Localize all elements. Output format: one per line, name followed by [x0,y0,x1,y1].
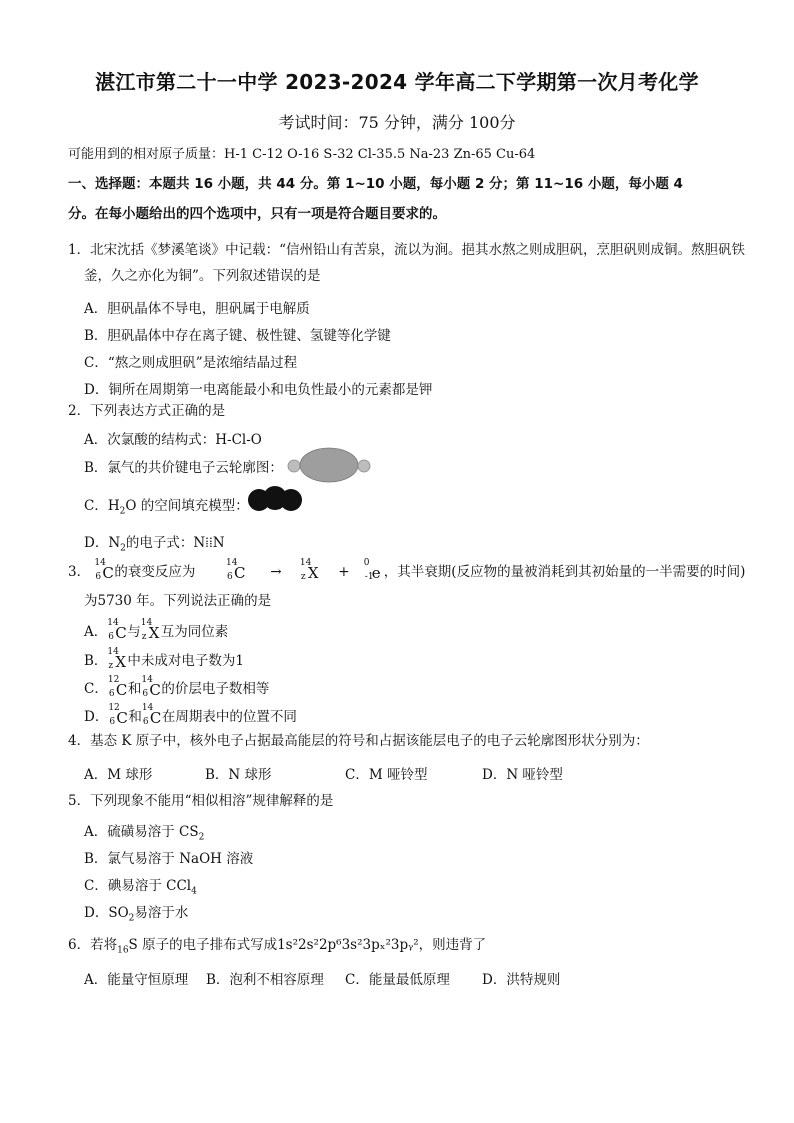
q3-stem-line2: 为5730 年。下列说法正确的是 [84,593,272,609]
q3-c-mid: 和 [127,681,142,697]
q3-c-label: C． [84,681,108,697]
x-nuclide-product [299,557,320,582]
q3-c-c12-z: 6 [108,688,115,699]
q3-d-c14-mass: 14 [141,702,154,713]
atomic-masses: 可能用到的相对原子质量：H-1 C-12 O-16 S-32 Cl-35.5 Na-23 Zn-65 Cu-64 [68,147,536,162]
q5-d-text-pre: D．SO [84,905,129,921]
q3-d-c12-symbol: C [116,708,128,727]
q5-a-subscript: 2 [198,832,205,843]
q3-a-post: 互为同位素 [160,624,229,640]
beta-mass: 0 [363,557,370,568]
q3-b-x14-z: z [108,660,114,671]
beta-symbol: e [371,563,381,582]
q3-option-a[interactable] [84,617,229,642]
q3-b-x14-symbol: X [115,652,127,671]
q2-stem: 2．下列表达方式正确的是 [68,403,226,419]
q2-option-d[interactable] [84,531,225,554]
reaction-arrow: → [270,564,282,580]
q5-c-text: C．碘易溶于 CCl [84,878,192,894]
q2-option-c[interactable] [84,494,249,517]
q3-c-c12-symbol: C [115,680,128,699]
q3-text1: 的衰变反应为 [114,564,196,580]
q3-a-c14-symbol: C [115,623,127,642]
q3-stem-line1 [68,557,746,582]
q2-d-text-post: 的电子式：N⁞⁞N [125,535,225,551]
q2-d-subscript: 2 [120,543,126,554]
q3-c-c12-mass: 12 [107,674,120,685]
x-mass: 14 [299,557,312,568]
q6-stem [68,933,486,956]
q6-text-pre: 6．若将 [68,937,118,953]
q3-b-x14-mass: 14 [107,646,119,657]
q3-b-label: B． [84,653,108,669]
q6-text-mid: S 原子的电子排布式写成 [128,937,278,953]
q3-option-c[interactable] [84,674,270,699]
q6-option-a[interactable]: A．能量守恒原理 [84,972,189,988]
q3-text2: ，其半衰期(反应物的量被消耗到其初始量的一半需要的时间) [383,564,746,580]
exam-title: 湛江市第二十一中学 2023-2024 学年高二下学期第一次月考化学 [95,70,699,94]
q5-option-c[interactable] [84,874,197,897]
q5-stem: 5．下列现象不能用“相似相溶”规律解释的是 [68,793,334,809]
q3-d-c12 [108,702,128,727]
q5-option-a[interactable] [84,820,204,843]
q6-text-post: ，则违背了 [418,937,487,953]
q5-d-text-post: 易溶于水 [134,905,189,921]
q5-a-text: A．硫磺易溶于 CS [84,824,199,840]
beta-particle [363,557,384,582]
c14-symbol: C [102,563,114,582]
q6-option-b[interactable]: B．泡利不相容原理 [206,972,324,988]
q4-option-c[interactable]: C．M 哑铃型 [345,767,428,783]
q2-option-a[interactable]: A．次氯酸的结构式：H-Cl-O [84,432,262,448]
q3-c-c12 [107,674,128,699]
bond-cloud [300,448,358,482]
q6-subscript: 16 [117,945,129,956]
q3-a-x14 [140,617,161,642]
q3-option-d[interactable] [84,702,297,727]
q1-option-d[interactable]: D．铜所在周期第一电离能最小和电负性最小的元素都是钾 [84,382,433,398]
q1-stem-line1: 1．北宋沈括《梦溪笔谈》中记载：“信州铅山有苦泉，流以为涧。挹其水熬之则成胆矾，烹胆矾则成铜。熬胆矾铁 [68,242,745,258]
q3-d-c14-z: 6 [142,716,149,727]
h-atom-right [280,489,302,511]
c14-reactant-symbol: C [233,563,246,582]
q3-c-c14-z: 6 [142,688,149,699]
q3-c-c14 [141,674,161,699]
section1-instructions-line2: 分。在每小题给出的四个选项中，只有一项是符合题目要求的。 [68,206,446,222]
q3-d-c14-symbol: C [149,708,162,727]
c14-z: 6 [95,571,102,582]
c14-mass: 14 [94,557,106,568]
q6-option-d[interactable]: D．洪特规则 [482,972,561,988]
c14-reactant-z: 6 [226,571,233,582]
q3-a-c14 [107,617,127,642]
q3-c-c14-mass: 14 [141,674,153,685]
water-space-filling-model [246,486,304,514]
q2-c-text-pre: C．H [84,498,120,514]
q3-b-post: 中未成对电子数为1 [127,653,245,669]
q3-a-label: A． [84,624,108,640]
q3-a-x14-z: z [141,631,147,642]
x-symbol: X [307,563,319,582]
q5-c-subscript: 4 [191,886,197,897]
q5-option-d[interactable] [84,901,188,924]
q3-c-post: 的价层电子数相等 [161,681,270,697]
c14-reactant-mass: 14 [225,557,238,568]
q2-option-b-text: B．氯气的共价键电子云轮廓图： [84,460,283,476]
q3-d-c12-z: 6 [109,716,116,727]
q3-a-x14-symbol: X [148,623,160,642]
q4-option-b[interactable]: B．N 球形 [205,767,272,783]
q2-c-subscript: 2 [119,506,126,517]
q5-d-subscript: 2 [128,913,135,924]
q2-d-text-pre: D．N [84,535,121,551]
chlorine-electron-cloud-diagram [286,446,372,484]
c14-nuclide-reactant [225,557,246,582]
q2-option-b[interactable] [84,456,283,476]
q1-option-a[interactable]: A．胆矾晶体不导电，胆矾属于电解质 [84,301,310,317]
q1-stem-line2: 釜，久之亦化为铜”。下列叙述错误的是 [84,268,321,284]
q1-option-c[interactable]: C．“熬之则成胆矾”是浓缩结晶过程 [84,355,298,371]
q3-b-x14 [107,646,127,671]
c14-nuclide [94,557,114,582]
q3-d-c12-mass: 12 [108,702,120,713]
reaction-plus: + [338,564,350,580]
section1-instructions-line1: 一、选择题：本题共 16 小题，共 44 分。第 1~10 小题，每小题 2 分；第 11~16 小题，每小题 4 [68,176,683,192]
q6-option-c[interactable]: C．能量最低原理 [345,972,450,988]
exam-subtitle: 考试时间：75 分钟，满分 100分 [278,113,516,132]
q3-a-x14-mass: 14 [140,617,153,628]
q2-c-text-post: O 的空间填充模型： [125,498,249,514]
x-z: z [300,571,306,582]
q4-stem: 4．基态 K 原子中，核外电子占据最高能层的符号和占据该能层电子的电子云轮廓图形状分别为： [68,733,649,749]
q6-electron-config: 1s²2s²2p⁶3s²3pₓ²3pᵧ² [277,937,419,953]
cl-atom-left [288,460,300,472]
q4-option-d[interactable]: D．N 哑铃型 [482,767,563,783]
q3-d-label: D． [84,709,109,725]
q3-a-mid: 与 [127,624,141,640]
q4-option-a[interactable]: A．M 球形 [84,767,153,783]
cl-atom-right [358,460,370,472]
q3-d-mid: 和 [128,709,142,725]
q3-number: 3． [68,564,91,580]
q3-option-b[interactable] [84,646,245,671]
q3-a-c14-mass: 14 [107,617,119,628]
q5-option-b[interactable]: B．氯气易溶于 NaOH 溶液 [84,851,254,867]
q3-a-c14-z: 6 [108,631,114,642]
q3-d-c14 [141,702,162,727]
q3-c-c14-symbol: C [149,680,161,699]
q1-option-b[interactable]: B．胆矾晶体中存在离子键、极性键、氢键等化学键 [84,328,391,344]
q3-d-post: 在周期表中的位置不同 [161,709,297,725]
beta-z: -1 [364,571,374,582]
